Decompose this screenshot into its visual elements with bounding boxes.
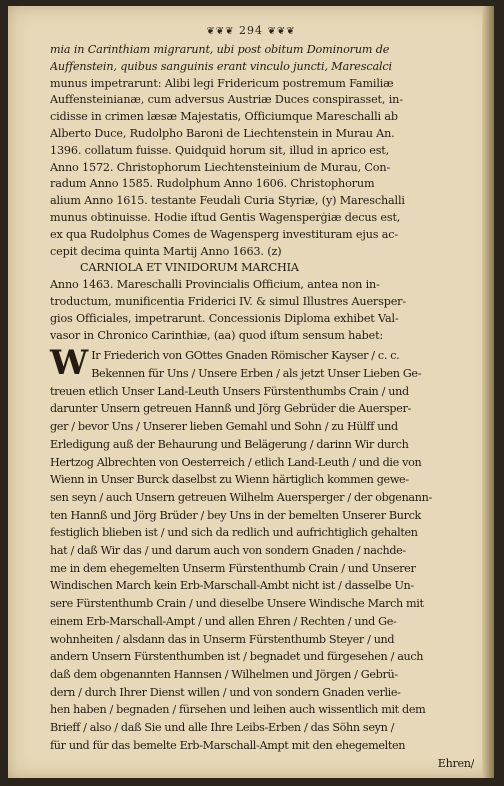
latin-line: cepit decima quinta Martij Anno 1663. (z)	[50, 244, 282, 258]
german-line: festiglich blieben ist / und sich da redlich und aufrichtiglich gehalten	[50, 526, 418, 540]
latin-line: mia in Carinthiam migrarunt, ubi post obitum Dominorum de	[50, 43, 390, 56]
german-line: Hertzog Albrechten von Oesterreich / etlich Land-Leuth / und die von	[50, 455, 422, 469]
german-line: dern / durch Ihrer Dienst willen / und von sondern Gnaden verlie-	[50, 685, 401, 699]
latin-line: Auffenstein, quibus sanguinis erant vinculo juncti, Marescalci	[50, 59, 392, 73]
german-line: sen seyn / auch Unsern getreuen Wilhelm Auersperger / der obgenann-	[50, 490, 432, 504]
german-line: Brieff / also / daß Sie und alle Ihre Leibs-Erben / das Söhn seyn /	[50, 721, 395, 735]
german-line: treuen etlich Unser Land-Leuth Unsers Fürstenthumbs Crain / und	[50, 384, 409, 398]
german-line: Windischen March kein Erb-Marschall-Ambt nicht ist / dasselbe Un-	[50, 579, 414, 593]
german-line: sere Fürstenthumb Crain / und dieselbe Unsere Windische March mit	[50, 597, 424, 611]
german-line: Wienn in Unser Burck daselbst zu Wienn härtiglich kommen gewe-	[50, 473, 409, 487]
latin-line: Alberto Duce, Rudolpho Baroni de Liechtenstein in Murau An.	[50, 126, 395, 140]
latin-line: ex qua Rudolphus Comes de Wagensperg investituram ejus ac-	[50, 227, 399, 241]
latin-line: vasor in Chronico Carinthiæ, (aa) quod iſtum sensum habet:	[50, 328, 384, 342]
latin-line: alium Anno 1615. testante Feudali Curia Styriæ, (y) Mareschalli	[50, 194, 405, 208]
latin-line: cidisse in crimen læsæ Majestatis, Officiumque Mareschalli ab	[50, 110, 398, 124]
latin-line: radum Anno 1585. Rudolphum Anno 1606. Christophorum	[50, 177, 375, 191]
german-line: hat / daß Wir das / und darum auch von sondern Gnaden / nachde-	[50, 544, 406, 558]
latin-line: 1396. collatum fuisse. Quidquid horum sit, illud in aprico est,	[50, 143, 390, 157]
german-line: für und für das bemelte Erb-Marschall-Ampt mit den ehegemelten	[50, 738, 406, 752]
german-line: Erledigung auß der Behaurung und Belägerung / darinn Wir durch	[50, 437, 409, 451]
german-diploma	[50, 343, 474, 772]
german-line: andern Unsern Fürstenthumben ist / begnadet und fürgesehen / auch	[50, 650, 424, 664]
page-header	[8, 24, 494, 37]
german-line: ger / bevor Uns / Unserer lieben Gemahl und Sohn / zu Hülff und	[50, 420, 398, 434]
german-line: hen haben / begnaden / fürsehen und leihen auch wissentlich mit dem	[50, 703, 426, 717]
latin-line: troductum, munificentia Friderici IV. & simul Illustres Auersper-	[50, 294, 407, 308]
book-page	[8, 6, 494, 778]
ornament-right: ❦❦❦	[267, 26, 296, 37]
latin-line: munus impetrarunt: Alibi legi Fridericum postremum Familiæ	[50, 76, 394, 90]
section-heading: CARNIOLA ET VINIDORUM MARCHIA	[80, 261, 299, 275]
latin-line: Auffensteinianæ, cum adversus Austriæ Duces conspirasset, in-	[50, 93, 403, 107]
diploma-opening	[50, 343, 474, 384]
german-line: Bekennen für Uns / Unsere Erben / als jetzt Unser Lieben Ge-	[91, 367, 422, 381]
ornament-left: ❦❦❦	[206, 26, 235, 37]
german-line: einem Erb-Marschall-Ampt / und allen Ehren / Rechten / und Ge-	[50, 614, 397, 628]
latin-line: munus obtinuisse. Hodie iſtud Gentis Wagensperġiæ decus est,	[50, 210, 401, 224]
german-line: wohnheiten / alsdann das in Unserm Fürstenthumb Steyer / und	[50, 632, 395, 646]
latin-line: Anno 1463. Mareschalli Provincialis Officium, antea non in-	[50, 278, 380, 292]
drop-cap: W	[50, 343, 89, 384]
german-line: me in dem ehegemelten Unserm Fürstenthumb Crain / und Unserer	[50, 561, 416, 575]
catchword: Ehren/	[437, 756, 474, 770]
latin-line: Anno 1572. Christophorum Liechtensteinium de Murau, Con-	[50, 160, 391, 174]
german-line: daß dem obgenannten Hannsen / Wilhelmen und Jörgen / Gebrü-	[50, 668, 398, 681]
page-number: 294	[239, 24, 263, 37]
german-line: Ir Friederich von GOttes Gnaden Römischer Kayser / c. c.	[91, 349, 400, 363]
german-line: ten Hannß und Jörg Brüder / bey Uns in der bemelten Unserer Burck	[50, 508, 421, 522]
german-line: darunter Unsern getreuen Hannß und Jörg Gebrüder die Auersper-	[50, 402, 411, 416]
latin-section	[50, 42, 474, 344]
page-gutter	[482, 6, 494, 778]
latin-line: gios Officiales, impetrarunt. Concessionis Diploma exhibet Val-	[50, 311, 399, 325]
page-body	[50, 42, 474, 772]
